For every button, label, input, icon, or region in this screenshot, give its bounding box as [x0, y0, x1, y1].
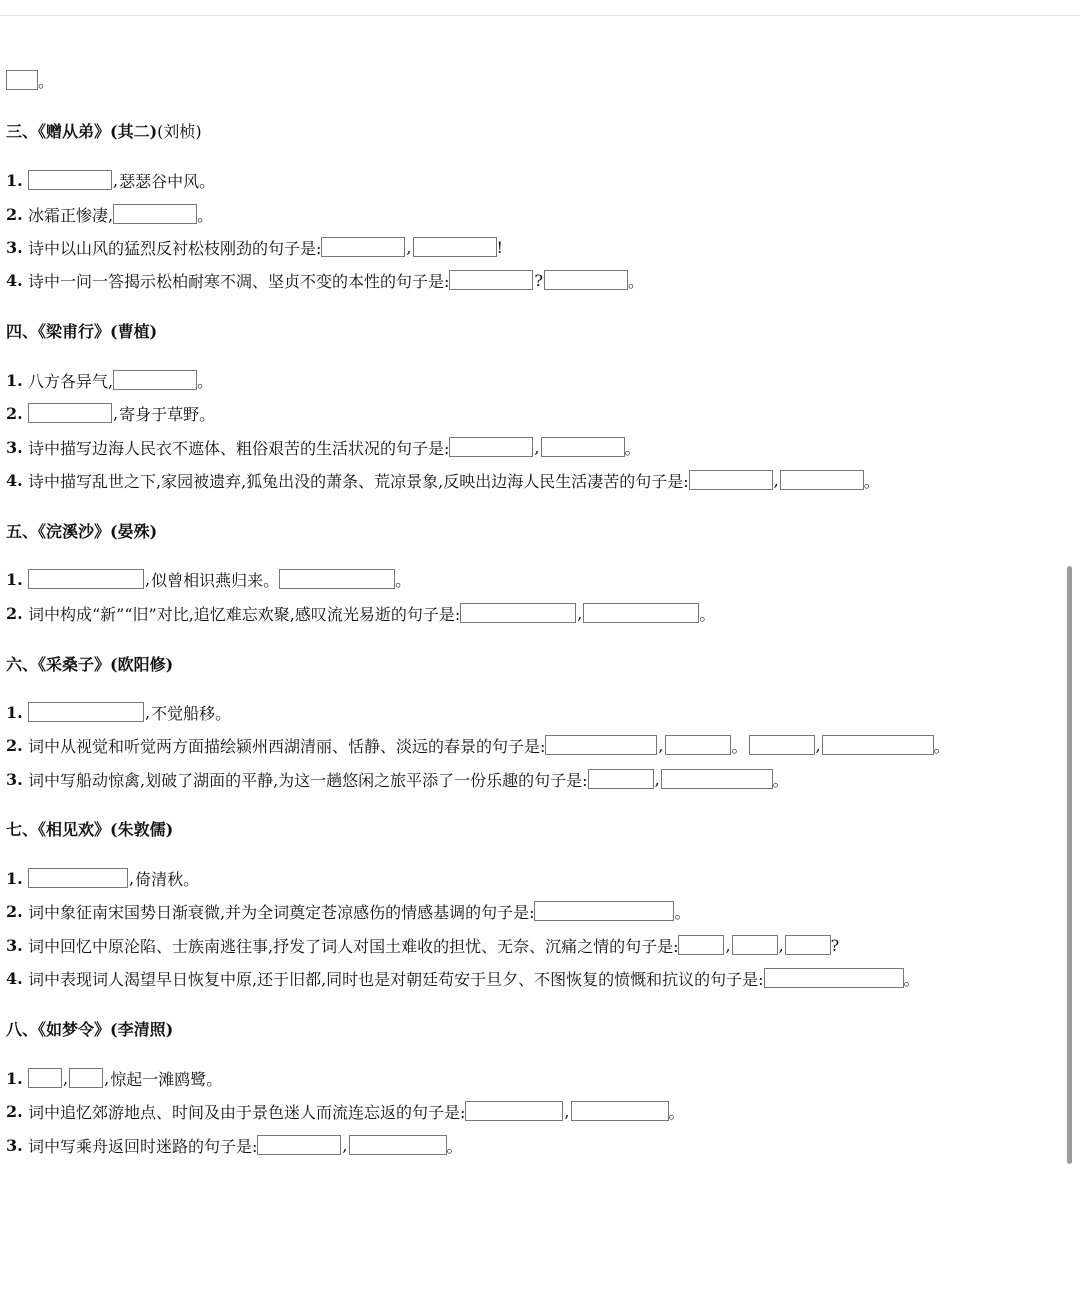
- answer-blank[interactable]: [780, 470, 864, 490]
- answer-blank[interactable]: [28, 1068, 62, 1088]
- answer-blank[interactable]: [544, 270, 628, 290]
- answer-blank[interactable]: [69, 1068, 103, 1088]
- question-number: 2.: [6, 204, 23, 224]
- punct: ,: [129, 868, 135, 888]
- section-heading: [6, 118, 202, 142]
- question-text: 词中构成“新”“旧”对比,追忆难忘欢聚,感叹流光易逝的句子是:: [28, 604, 461, 624]
- question-text: 词中回忆中原沦陷、士族南逃往事,抒发了词人对国土难收的担忧、无奈、沉痛之情的句子是:: [28, 936, 679, 956]
- question-item: [6, 1099, 685, 1123]
- punct: 。: [197, 205, 214, 225]
- answer-blank[interactable]: [822, 735, 934, 755]
- answer-blank[interactable]: [583, 603, 699, 623]
- punct: ,: [113, 403, 119, 423]
- answer-blank[interactable]: [28, 170, 112, 190]
- question-text: 诗中描写边海人民衣不遮体、粗俗艰苦的生活状况的句子是:: [28, 438, 450, 458]
- question-text: 寄身于草野。: [119, 404, 216, 424]
- question-text: 倚清秋。: [135, 869, 200, 889]
- section-author: (朱敦儒): [110, 819, 174, 839]
- question-item: [6, 700, 231, 724]
- question-item: [6, 268, 644, 292]
- question-item: [6, 567, 411, 591]
- question-item: [6, 468, 880, 492]
- punct: ,: [145, 569, 151, 589]
- question-text: 词中象征南宋国势日渐衰微,并为全词奠定苍凉感伤的情感基调的句子是:: [28, 902, 535, 922]
- question-item: [6, 899, 691, 923]
- section-title: 四、《梁甫行》: [6, 321, 111, 341]
- punct: ,: [406, 237, 412, 257]
- punct: ,: [654, 769, 660, 789]
- question-item: [6, 1066, 222, 1090]
- section-heading: [6, 816, 173, 840]
- question-text: 诗中以山风的猛烈反衬松枝刚劲的句子是:: [28, 238, 322, 258]
- punct: ,: [658, 735, 664, 755]
- punct: ,: [815, 735, 821, 755]
- section-heading: [6, 1016, 173, 1040]
- punct: ,: [145, 702, 151, 722]
- question-number: 1.: [6, 1068, 23, 1088]
- question-item: [6, 168, 215, 192]
- section-heading: [6, 318, 157, 342]
- punct: ,: [342, 1135, 348, 1155]
- question-item: [6, 202, 213, 226]
- question-item: [6, 235, 503, 259]
- question-number: 1.: [6, 170, 23, 190]
- question-text: 词中从视觉和听觉两方面描绘颍州西湖清丽、恬静、淡远的春景的句子是:: [28, 736, 546, 756]
- punct: 。: [903, 969, 920, 989]
- punct: 。: [624, 438, 641, 458]
- question-text: 诗中一问一答揭示松柏耐寒不凋、坚贞不变的本性的句子是:: [28, 271, 450, 291]
- section-title: 七、《相见欢》: [6, 819, 111, 839]
- punct: ,: [577, 603, 583, 623]
- question-item: [6, 401, 215, 425]
- punct: 。: [699, 604, 716, 624]
- answer-blank[interactable]: [661, 769, 773, 789]
- answer-blank[interactable]: [113, 204, 197, 224]
- section-title: 五、《浣溪沙》: [6, 521, 111, 541]
- punct: 。: [863, 471, 880, 491]
- question-text: 不觉船移。: [151, 703, 232, 723]
- question-item: [6, 1133, 463, 1157]
- question-text: 似曾相识燕归来。: [151, 570, 280, 590]
- answer-blank[interactable]: [6, 70, 38, 90]
- section-heading: [6, 651, 173, 675]
- question-text: 八方各异气,: [28, 371, 114, 391]
- answer-blank[interactable]: [28, 403, 112, 423]
- answer-blank[interactable]: [321, 237, 405, 257]
- question-number: 2.: [6, 901, 23, 921]
- punct: 。: [627, 271, 644, 291]
- punct: 。: [38, 71, 55, 91]
- question-text: 冰霜正惨凄,: [28, 205, 114, 225]
- punct: 。: [197, 371, 214, 391]
- answer-blank[interactable]: [465, 1101, 563, 1121]
- question-item: [6, 966, 920, 990]
- question-item: [6, 435, 641, 459]
- answer-blank[interactable]: [665, 735, 731, 755]
- punct: ,: [63, 1068, 69, 1088]
- punct: ,: [725, 935, 731, 955]
- question-number: 1.: [6, 702, 23, 722]
- question-item: [6, 866, 199, 890]
- answer-blank[interactable]: [28, 868, 128, 888]
- punct: ,: [534, 437, 540, 457]
- answer-blank[interactable]: [257, 1135, 341, 1155]
- answer-blank[interactable]: [678, 935, 724, 955]
- question-text: 瑟瑟谷中风。: [119, 171, 216, 191]
- question-item: [6, 368, 213, 392]
- punct: 。: [668, 1102, 685, 1122]
- punct: ,: [113, 170, 119, 190]
- section-author: (李清照): [110, 1019, 174, 1039]
- answer-blank[interactable]: [749, 735, 815, 755]
- question-text: 惊起一滩鸥鹭。: [110, 1069, 223, 1089]
- question-text: 词中追忆郊游地点、时间及由于景色迷人而流连忘返的句子是:: [28, 1102, 466, 1122]
- answer-blank[interactable]: [28, 702, 144, 722]
- answer-blank[interactable]: [349, 1135, 447, 1155]
- question-number: 1.: [6, 370, 23, 390]
- question-number: 3.: [6, 1135, 23, 1155]
- question-item: [6, 933, 839, 957]
- section-author: (欧阳修): [110, 654, 174, 674]
- carryover-line: [6, 68, 54, 92]
- answer-blank[interactable]: [449, 270, 533, 290]
- section-title: 三、《赠从弟》(其二): [6, 121, 158, 141]
- answer-blank[interactable]: [689, 470, 773, 490]
- section-heading: [6, 518, 157, 542]
- punct: 。: [933, 736, 950, 756]
- answer-blank[interactable]: [545, 735, 657, 755]
- section-author: (刘桢): [157, 121, 202, 141]
- question-item: [6, 767, 789, 791]
- question-number: 2.: [6, 735, 23, 755]
- question-number: 3.: [6, 769, 23, 789]
- punct: 。: [772, 770, 789, 790]
- punct: ,: [104, 1068, 110, 1088]
- punct: ?: [534, 270, 543, 290]
- answer-blank[interactable]: [541, 437, 625, 457]
- question-number: 3.: [6, 237, 23, 257]
- question-number: 1.: [6, 868, 23, 888]
- question-number: 4.: [6, 470, 23, 490]
- answer-blank[interactable]: [460, 603, 576, 623]
- question-number: 3.: [6, 437, 23, 457]
- question-text: 词中写乘舟返回时迷路的句子是:: [28, 1136, 258, 1156]
- scrollbar-thumb[interactable]: [1067, 566, 1072, 1164]
- answer-blank[interactable]: [588, 769, 654, 789]
- question-number: 4.: [6, 270, 23, 290]
- section-author: (晏殊): [110, 521, 158, 541]
- answer-blank[interactable]: [571, 1101, 669, 1121]
- answer-blank[interactable]: [413, 237, 497, 257]
- question-number: 2.: [6, 603, 23, 623]
- punct: ?: [830, 935, 840, 955]
- answer-blank[interactable]: [279, 569, 395, 589]
- answer-blank[interactable]: [732, 935, 778, 955]
- answer-blank[interactable]: [785, 935, 831, 955]
- question-text: 诗中描写乱世之下,家园被遗弃,狐兔出没的萧条、荒凉景象,反映出边海人民生活凄苦的句子是:: [28, 471, 689, 491]
- question-item: [6, 733, 950, 757]
- section-title: 六、《采桑子》: [6, 654, 111, 674]
- question-text: 词中写船动惊禽,划破了湖面的平静,为这一趟悠闲之旅平添了一份乐趣的句子是:: [28, 770, 588, 790]
- question-number: 2.: [6, 1101, 23, 1121]
- answer-blank[interactable]: [534, 901, 674, 921]
- punct: ,: [564, 1101, 570, 1121]
- question-number: 3.: [6, 935, 23, 955]
- section-author: (曹植): [110, 321, 158, 341]
- question-text: 词中表现词人渴望早日恢复中原,还于旧都,同时也是对朝廷苟安于旦夕、不图恢复的愤慨和抗议的句子是:: [28, 969, 764, 989]
- punct: ,: [778, 935, 784, 955]
- answer-blank[interactable]: [28, 569, 144, 589]
- punct: ,: [773, 470, 779, 490]
- answer-blank[interactable]: [764, 968, 904, 988]
- question-number: 4.: [6, 968, 23, 988]
- answer-blank[interactable]: [449, 437, 533, 457]
- punct: !: [496, 237, 503, 257]
- punct: 。: [731, 736, 748, 756]
- punct: 。: [395, 570, 412, 590]
- section-title: 八、《如梦令》: [6, 1019, 111, 1039]
- punct: 。: [674, 902, 691, 922]
- question-number: 2.: [6, 403, 23, 423]
- question-number: 1.: [6, 569, 23, 589]
- question-item: [6, 601, 715, 625]
- punct: 。: [446, 1136, 463, 1156]
- answer-blank[interactable]: [113, 370, 197, 390]
- top-divider: [0, 15, 1080, 16]
